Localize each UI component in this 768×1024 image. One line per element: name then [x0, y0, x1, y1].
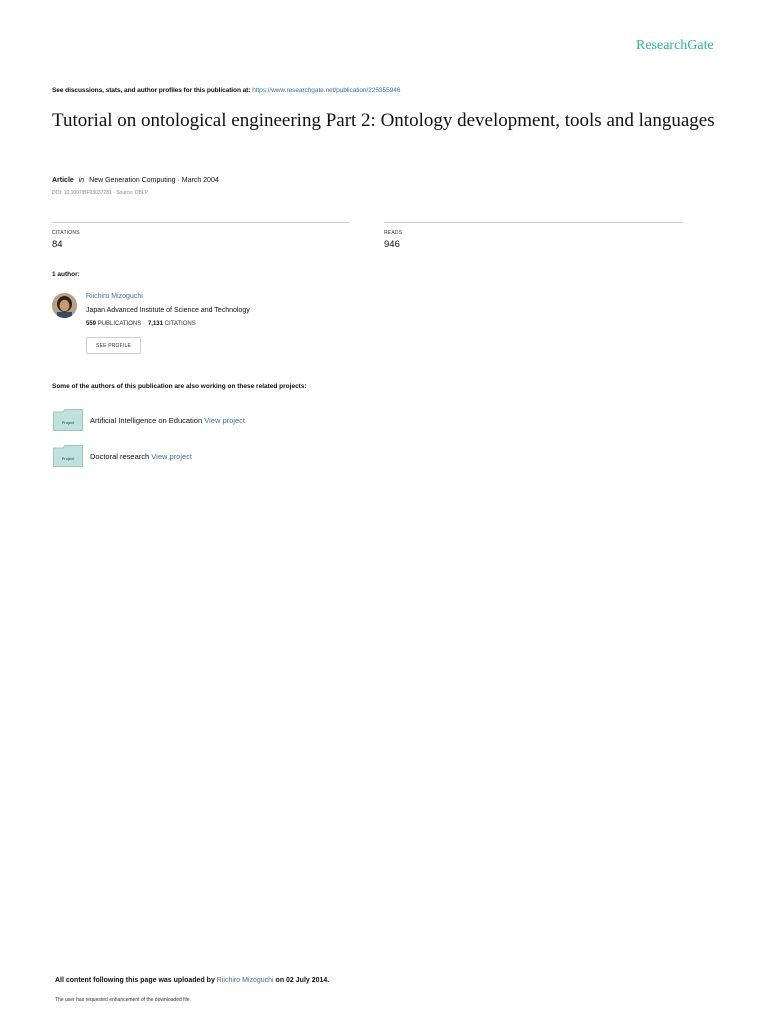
view-project-link[interactable]: View project — [151, 452, 193, 461]
project-icon-label: Project — [61, 456, 75, 461]
author-citations-label: CITATIONS — [164, 321, 196, 327]
publication-date: · March 2004 — [177, 177, 219, 184]
author-name-link[interactable]: Riichiro Mizoguchi — [86, 293, 143, 300]
authors-heading: 1 author: — [52, 271, 80, 278]
citations-count: 84 — [52, 239, 63, 250]
uploader-link[interactable]: Riichiro Mizoguchi — [216, 977, 274, 984]
article-type: Article — [52, 177, 74, 184]
discussion-line — [52, 87, 400, 94]
reads-divider — [384, 222, 683, 223]
citations-label: CITATIONS — [52, 230, 80, 236]
upload-footer — [55, 977, 329, 984]
related-projects-heading: Some of the authors of this publication are also working on these related projects: — [52, 383, 307, 390]
project-icon-label: Project — [61, 420, 75, 425]
researchgate-logo[interactable]: ResearchGate — [636, 38, 714, 53]
footer-suffix: on 02 July 2014. — [275, 977, 330, 984]
project-item — [90, 416, 245, 425]
project-folder-icon — [53, 445, 83, 467]
journal-name[interactable]: New Generation Computing — [89, 177, 176, 184]
citations-divider — [52, 222, 350, 223]
reads-count: 946 — [384, 239, 400, 250]
article-info — [52, 177, 219, 184]
download-note: The user has requested enhancement of the downloaded file. — [55, 997, 191, 1003]
project-item — [90, 452, 192, 461]
footer-prefix: All content following this page was uploaded by — [55, 977, 215, 984]
publications-label: PUBLICATIONS — [97, 321, 142, 327]
publication-title: Tutorial on ontological engineering Part 2: Ontology development, tools and languages — [52, 110, 715, 131]
discussion-label: See discussions, stats, and author profiles for this publication at: — [52, 87, 251, 94]
project-name: Doctoral research — [90, 452, 150, 461]
project-folder-icon — [53, 409, 83, 431]
publication-url-link[interactable]: https://www.researchgate.net/publication/225355946 — [252, 87, 401, 94]
author-institution: Japan Advanced Institute of Science and Technology — [86, 307, 250, 314]
project-name: Artificial Intelligence on Education — [90, 416, 203, 425]
author-avatar[interactable] — [52, 293, 77, 318]
see-profile-button[interactable]: SEE PROFILE — [86, 337, 141, 354]
view-project-link[interactable]: View project — [204, 416, 245, 425]
publications-count: 559 — [86, 321, 97, 327]
reads-label: READS — [384, 230, 403, 236]
article-in: in — [78, 177, 85, 184]
author-stats — [86, 321, 196, 327]
author-citations-count: 7,131 — [147, 321, 163, 327]
doi-source-line: DOI: 10.1007/BF03037281 · Source: DBLP — [52, 190, 148, 196]
author-photo-icon — [52, 293, 77, 318]
